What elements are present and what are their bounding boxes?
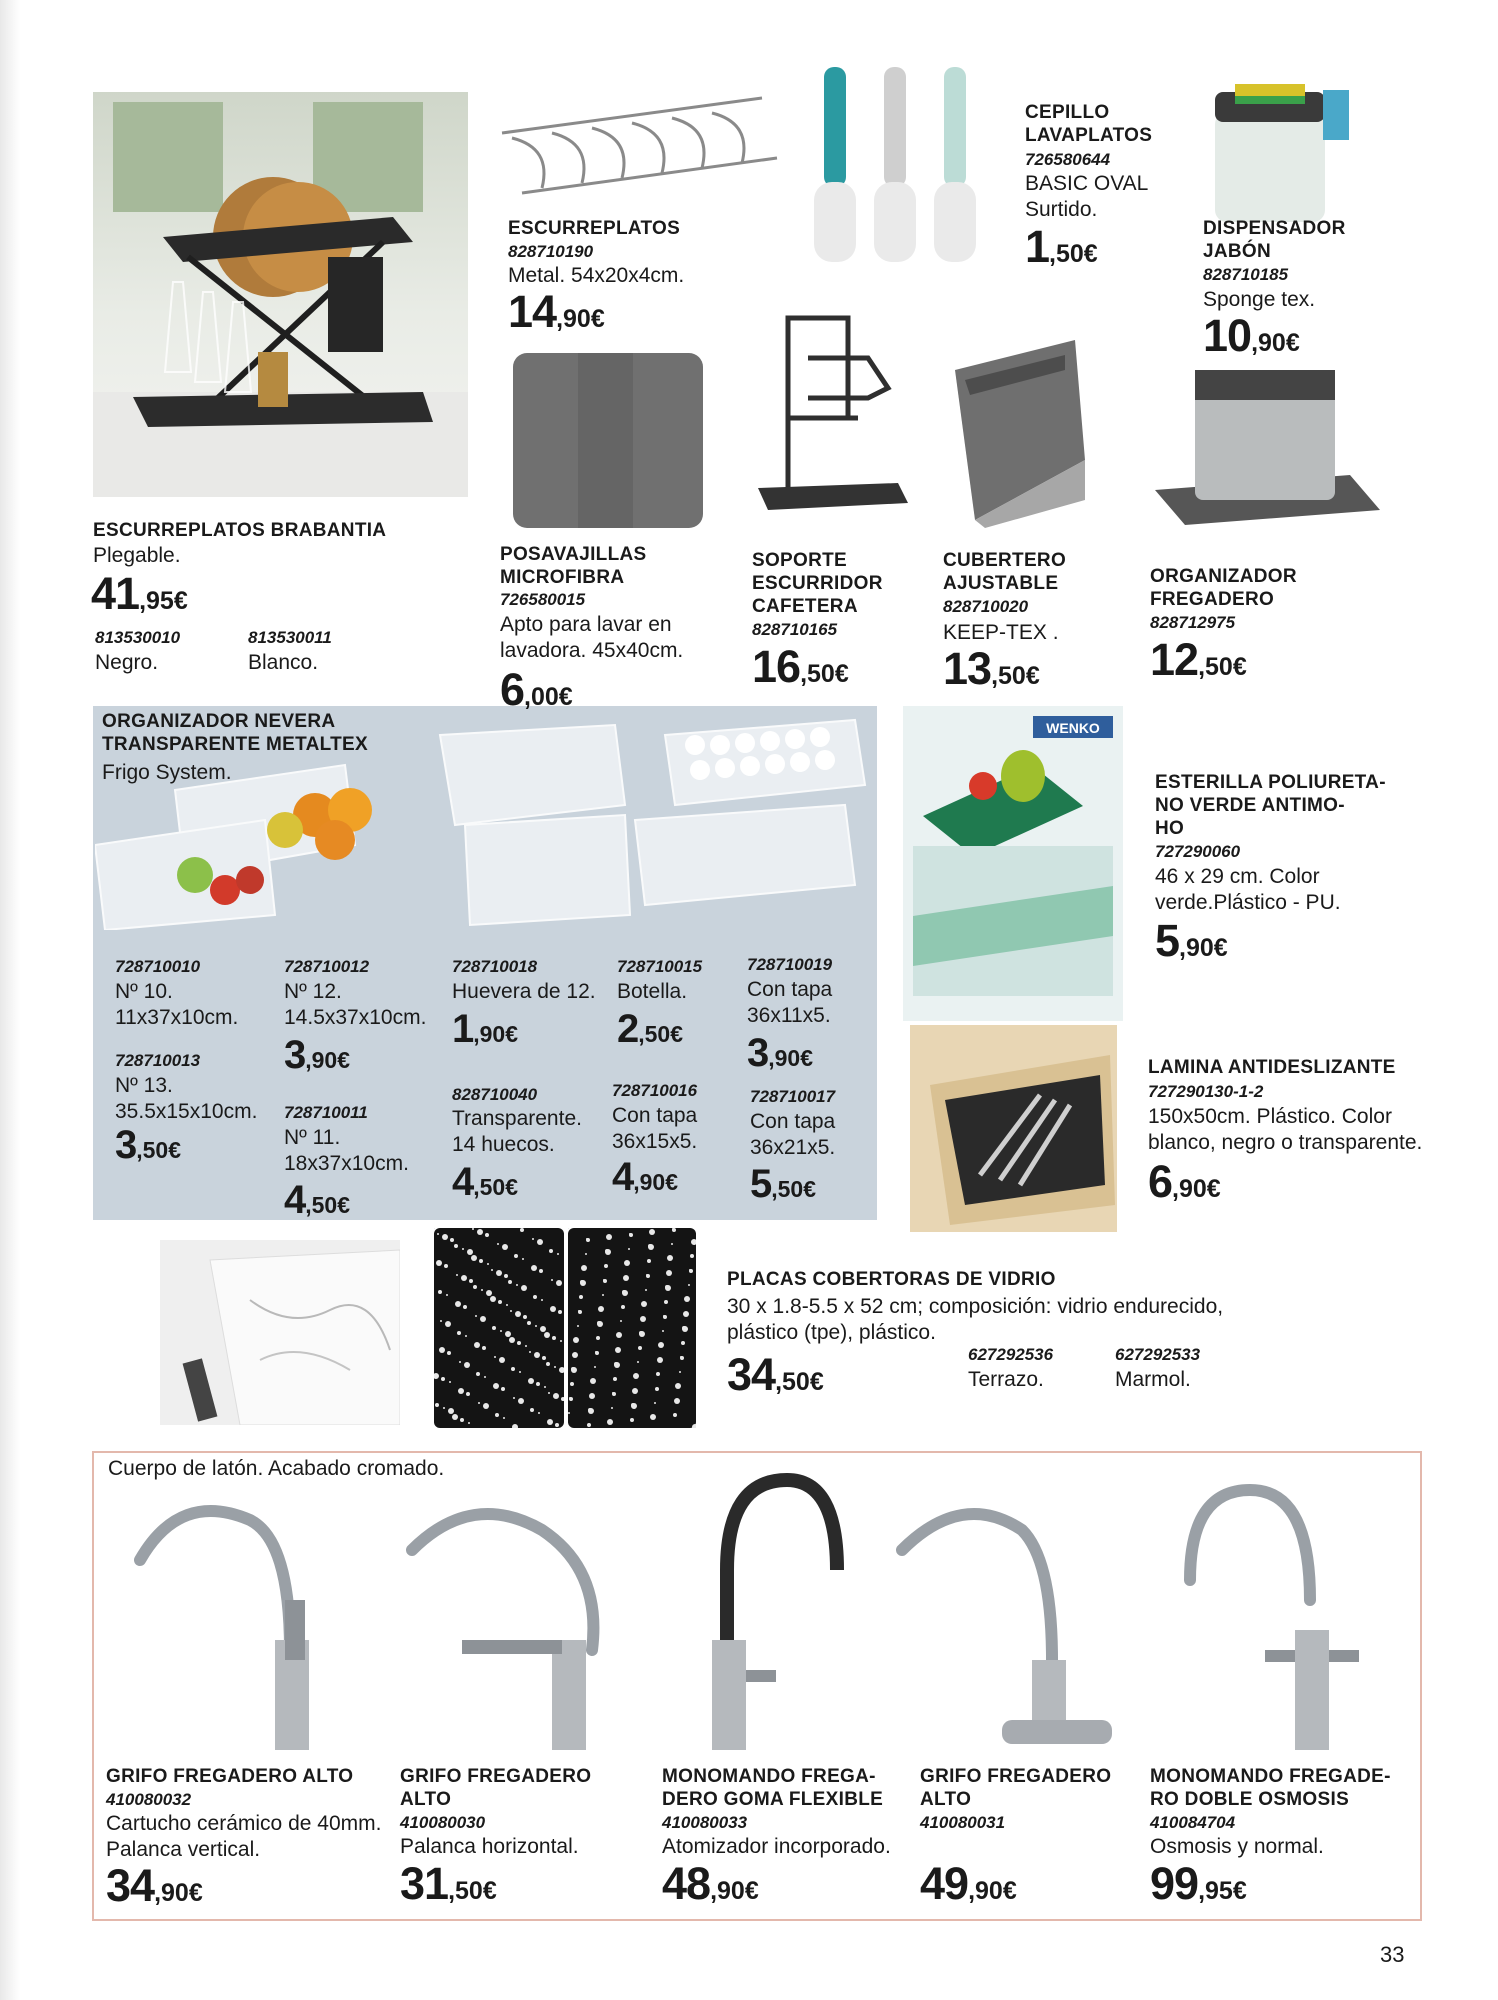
price-integer: 6 <box>500 664 525 715</box>
price-integer: 41 <box>91 568 140 619</box>
organizer-item-price <box>750 1162 816 1207</box>
organizador-fregadero-price <box>1150 634 1247 686</box>
escurreplatos-title: ESCURREPLATOS <box>508 218 681 239</box>
price-fraction: ,90€ <box>1172 1175 1221 1203</box>
drawer-liner-image <box>910 1025 1117 1232</box>
organizador-nevera-title: ORGANIZADOR NEVERA TRANSPARENTE METALTEX <box>102 711 368 755</box>
price-fraction: ,90€ <box>768 1045 814 1071</box>
price-integer: 1 <box>1025 221 1050 272</box>
esterilla-code: 727290060 <box>1155 842 1241 861</box>
esterilla-title: ESTERILLA POLIURETA- NO VERDE ANTIMO- HO <box>1155 772 1386 839</box>
price-fraction: ,50€ <box>771 1176 817 1202</box>
organizer-item-code: 728710011 <box>284 1103 368 1122</box>
organizador-fregadero-code: 828712975 <box>1150 613 1236 632</box>
lamina-title: LAMINA ANTIDESLIZANTE <box>1148 1057 1396 1078</box>
brabantia-variant-2-desc: Blanco. <box>248 651 319 674</box>
price-integer: 3 <box>747 1031 769 1075</box>
price-integer: 99 <box>1150 1858 1199 1909</box>
organizador-fregadero-title: ORGANIZADOR FREGADERO <box>1150 566 1297 610</box>
organizer-item-code: 728710015 <box>617 957 703 976</box>
faucet-price <box>1150 1858 1247 1910</box>
faucet-3-image <box>672 1470 872 1760</box>
faucet-title: GRIFO FREGADERO ALTO <box>400 1766 592 1810</box>
lamina-code: 727290130-1-2 <box>1148 1082 1264 1101</box>
price-integer: 13 <box>943 643 992 694</box>
dispensador-desc: Sponge tex. <box>1203 288 1316 311</box>
faucet-2-image <box>392 1490 642 1760</box>
price-integer: 3 <box>284 1033 306 1077</box>
organizer-item-code: 728710010 <box>115 957 201 976</box>
organizer-item-code: 728710018 <box>452 957 538 976</box>
soporte-title: SOPORTE ESCURRIDOR CAFETERA <box>752 550 883 617</box>
placas-variant-1-desc: Terrazo. <box>968 1368 1044 1391</box>
faucet-desc: Osmosis y normal. <box>1150 1835 1324 1858</box>
faucet-code: 410080033 <box>662 1813 748 1832</box>
price-fraction: ,50€ <box>473 1174 519 1200</box>
wire-dish-rack-image <box>492 88 782 203</box>
brabantia-price <box>91 568 188 620</box>
brabantia-variant-2-code: 813530011 <box>248 628 332 647</box>
antimold-mat-image <box>903 706 1123 1021</box>
faucet-desc: Cartucho cerámico de 40mm. Palanca vertical. <box>106 1812 382 1861</box>
price-integer: 48 <box>662 1858 711 1909</box>
cepillo-desc: BASIC OVAL Surtido. <box>1025 172 1149 221</box>
organizer-item-price <box>284 1033 350 1078</box>
brabantia-variant-1-desc: Negro. <box>95 651 159 674</box>
price-integer: 10 <box>1203 310 1252 361</box>
soap-dispenser-image <box>1205 82 1355 227</box>
organizer-item-code: 728710019 <box>747 955 833 974</box>
faucet-code: 410080030 <box>400 1813 486 1832</box>
price-fraction: ,95€ <box>139 587 188 615</box>
price-fraction: ,50€ <box>991 662 1040 690</box>
faucet-desc: Atomizador incorporado. <box>662 1835 891 1858</box>
coffee-stand-image <box>748 298 913 518</box>
price-integer: 4 <box>612 1155 634 1199</box>
placas-variant-2-desc: Marmol. <box>1115 1368 1191 1391</box>
placas-desc: 30 x 1.8-5.5 x 52 cm; composición: vidrio endurecido, plástico (tpe), plástico. <box>727 1295 1224 1344</box>
dispensador-code: 828710185 <box>1203 265 1289 284</box>
brabantia-desc: Plegable. <box>93 544 181 567</box>
faucets-note: Cuerpo de latón. Acabado cromado. <box>108 1457 445 1480</box>
organizer-item-desc: Con tapa 36x21x5. <box>750 1110 836 1159</box>
organizer-item-price <box>612 1155 678 1200</box>
cubertero-code: 828710020 <box>943 597 1029 616</box>
price-integer: 5 <box>750 1162 772 1206</box>
faucet-5-image <box>1150 1470 1370 1760</box>
posavajillas-price <box>500 664 573 716</box>
marble-cover-image <box>160 1240 400 1425</box>
price-fraction: ,95€ <box>1198 1877 1247 1905</box>
organizer-item-desc: Con tapa 36x15x5. <box>612 1104 698 1153</box>
organizer-item-code: 728710012 <box>284 957 370 976</box>
organizer-item-desc: Transparente. 14 huecos. <box>452 1107 582 1156</box>
price-integer: 16 <box>752 641 801 692</box>
placas-title: PLACAS COBERTORAS DE VIDRIO <box>727 1269 1056 1290</box>
organizer-item-code: 728710017 <box>750 1087 836 1106</box>
price-integer: 5 <box>1155 915 1180 966</box>
price-fraction: ,90€ <box>1179 934 1228 962</box>
price-fraction: ,90€ <box>968 1877 1017 1905</box>
faucet-code: 410080031 <box>920 1813 1006 1832</box>
escurreplatos-desc: Metal. 54x20x4cm. <box>508 264 685 287</box>
posavajillas-desc: Apto para lavar en lavadora. 45x40cm. <box>500 613 684 662</box>
cubertero-title: CUBERTERO AJUSTABLE <box>943 550 1067 594</box>
price-integer: 34 <box>106 1860 155 1911</box>
faucet-price <box>662 1858 759 1910</box>
price-integer: 4 <box>452 1160 474 1204</box>
organizer-item-desc: Huevera de 12. <box>452 980 596 1003</box>
price-fraction: ,90€ <box>1251 329 1300 357</box>
organizer-item-code: 728710013 <box>115 1051 201 1070</box>
cepillo-price <box>1025 221 1098 273</box>
price-fraction: ,90€ <box>556 305 605 333</box>
black-marble-plate-image <box>568 1228 696 1428</box>
escurreplatos-code: 828710190 <box>508 242 594 261</box>
price-fraction: ,90€ <box>710 1877 759 1905</box>
organizer-item-desc: Botella. <box>617 980 688 1003</box>
organizer-item-price <box>284 1178 350 1223</box>
placas-price <box>727 1349 824 1401</box>
faucet-desc: Palanca horizontal. <box>400 1835 579 1858</box>
svg-text:WENKO: WENKO <box>1046 720 1100 736</box>
price-fraction: ,50€ <box>305 1192 351 1218</box>
dish-brushes-image <box>800 62 995 272</box>
organizer-item-price <box>452 1160 518 1205</box>
brabantia-rack-image <box>93 92 468 497</box>
faucet-title: MONOMANDO FREGADE- RO DOBLE OSMOSIS <box>1150 1766 1391 1810</box>
page-number: 33 <box>1380 1942 1405 1967</box>
price-integer: 49 <box>920 1858 969 1909</box>
microfiber-mat-image <box>508 348 708 533</box>
organizer-item-desc: Nº 13. 35.5x15x10cm. <box>115 1074 258 1123</box>
price-fraction: ,50€ <box>1049 240 1098 268</box>
dispensador-price <box>1203 310 1300 362</box>
organizador-nevera-desc: Frigo System. <box>102 761 232 784</box>
organizer-item-price <box>617 1007 683 1052</box>
organizer-item-desc: Nº 12. 14.5x37x10cm. <box>284 980 427 1029</box>
price-integer: 2 <box>617 1007 639 1051</box>
page-edge-shadow <box>0 0 20 2000</box>
price-fraction: ,00€ <box>524 683 573 711</box>
price-fraction: ,50€ <box>1198 653 1247 681</box>
posavajillas-code: 726580015 <box>500 590 586 609</box>
soporte-code: 828710165 <box>752 620 838 639</box>
posavajillas-title: POSAVAJILLAS MICROFIBRA <box>500 544 647 588</box>
organizer-item-desc: Nº 10. 11x37x10cm. <box>115 980 239 1029</box>
placas-variant-1-code: 627292536 <box>968 1345 1054 1364</box>
faucet-4-image <box>882 1490 1122 1760</box>
price-fraction: ,90€ <box>154 1879 203 1907</box>
faucet-title: MONOMANDO FREGA- DERO GOMA FLEXIBLE <box>662 1766 884 1810</box>
faucet-price <box>106 1860 203 1912</box>
price-fraction: ,90€ <box>633 1169 679 1195</box>
organizer-item-desc: Con tapa 36x11x5. <box>747 978 833 1027</box>
cubertero-desc: KEEP-TEX . <box>943 621 1059 644</box>
escurreplatos-price <box>508 286 605 338</box>
dispensador-title: DISPENSADOR JABÓN <box>1203 218 1346 262</box>
faucet-price <box>400 1858 497 1910</box>
price-fraction: ,50€ <box>448 1877 497 1905</box>
brabantia-variant-1-code: 813530010 <box>95 628 181 647</box>
lamina-desc: 150x50cm. Plástico. Color blanco, negro o transparente. <box>1148 1105 1423 1154</box>
esterilla-desc: 46 x 29 cm. Color verde.Plástico - PU. <box>1155 865 1341 914</box>
organizer-item-code: 728710016 <box>612 1081 698 1100</box>
sink-organizer-image <box>1150 360 1385 530</box>
placas-variant-2-code: 627292533 <box>1115 1345 1201 1364</box>
cubertero-price <box>943 643 1040 695</box>
price-fraction: ,50€ <box>638 1021 684 1047</box>
price-integer: 31 <box>400 1858 449 1909</box>
organizer-item-price <box>452 1007 518 1052</box>
price-fraction: ,90€ <box>473 1021 519 1047</box>
price-fraction: ,50€ <box>136 1137 182 1163</box>
price-integer: 4 <box>284 1178 306 1222</box>
organizer-item-desc: Nº 11. 18x37x10cm. <box>284 1126 409 1175</box>
price-fraction: ,50€ <box>800 660 849 688</box>
price-fraction: ,50€ <box>775 1368 824 1396</box>
brabantia-title: ESCURREPLATOS BRABANTIA <box>93 520 387 541</box>
soporte-price <box>752 641 849 693</box>
organizer-item-price <box>115 1123 181 1168</box>
cepillo-title: CEPILLO LAVAPLATOS <box>1025 102 1153 146</box>
faucet-code: 410084704 <box>1150 1813 1236 1832</box>
terrazo-plate-image <box>434 1228 564 1428</box>
esterilla-price <box>1155 915 1228 967</box>
cutlery-holder-image <box>945 330 1095 530</box>
organizer-item-price <box>747 1031 813 1076</box>
faucet-price <box>920 1858 1017 1910</box>
faucet-1-image <box>110 1490 370 1760</box>
price-integer: 12 <box>1150 634 1199 685</box>
price-integer: 6 <box>1148 1156 1173 1207</box>
faucet-title: GRIFO FREGADERO ALTO <box>106 1766 354 1787</box>
price-fraction: ,90€ <box>305 1047 351 1073</box>
organizer-item-code: 828710040 <box>452 1085 538 1104</box>
cepillo-code: 726580644 <box>1025 150 1111 169</box>
faucet-code: 410080032 <box>106 1790 192 1809</box>
price-integer: 34 <box>727 1349 776 1400</box>
price-integer: 14 <box>508 286 557 337</box>
lamina-price <box>1148 1156 1221 1208</box>
price-integer: 3 <box>115 1123 137 1167</box>
price-integer: 1 <box>452 1007 474 1051</box>
faucet-title: GRIFO FREGADERO ALTO <box>920 1766 1112 1810</box>
